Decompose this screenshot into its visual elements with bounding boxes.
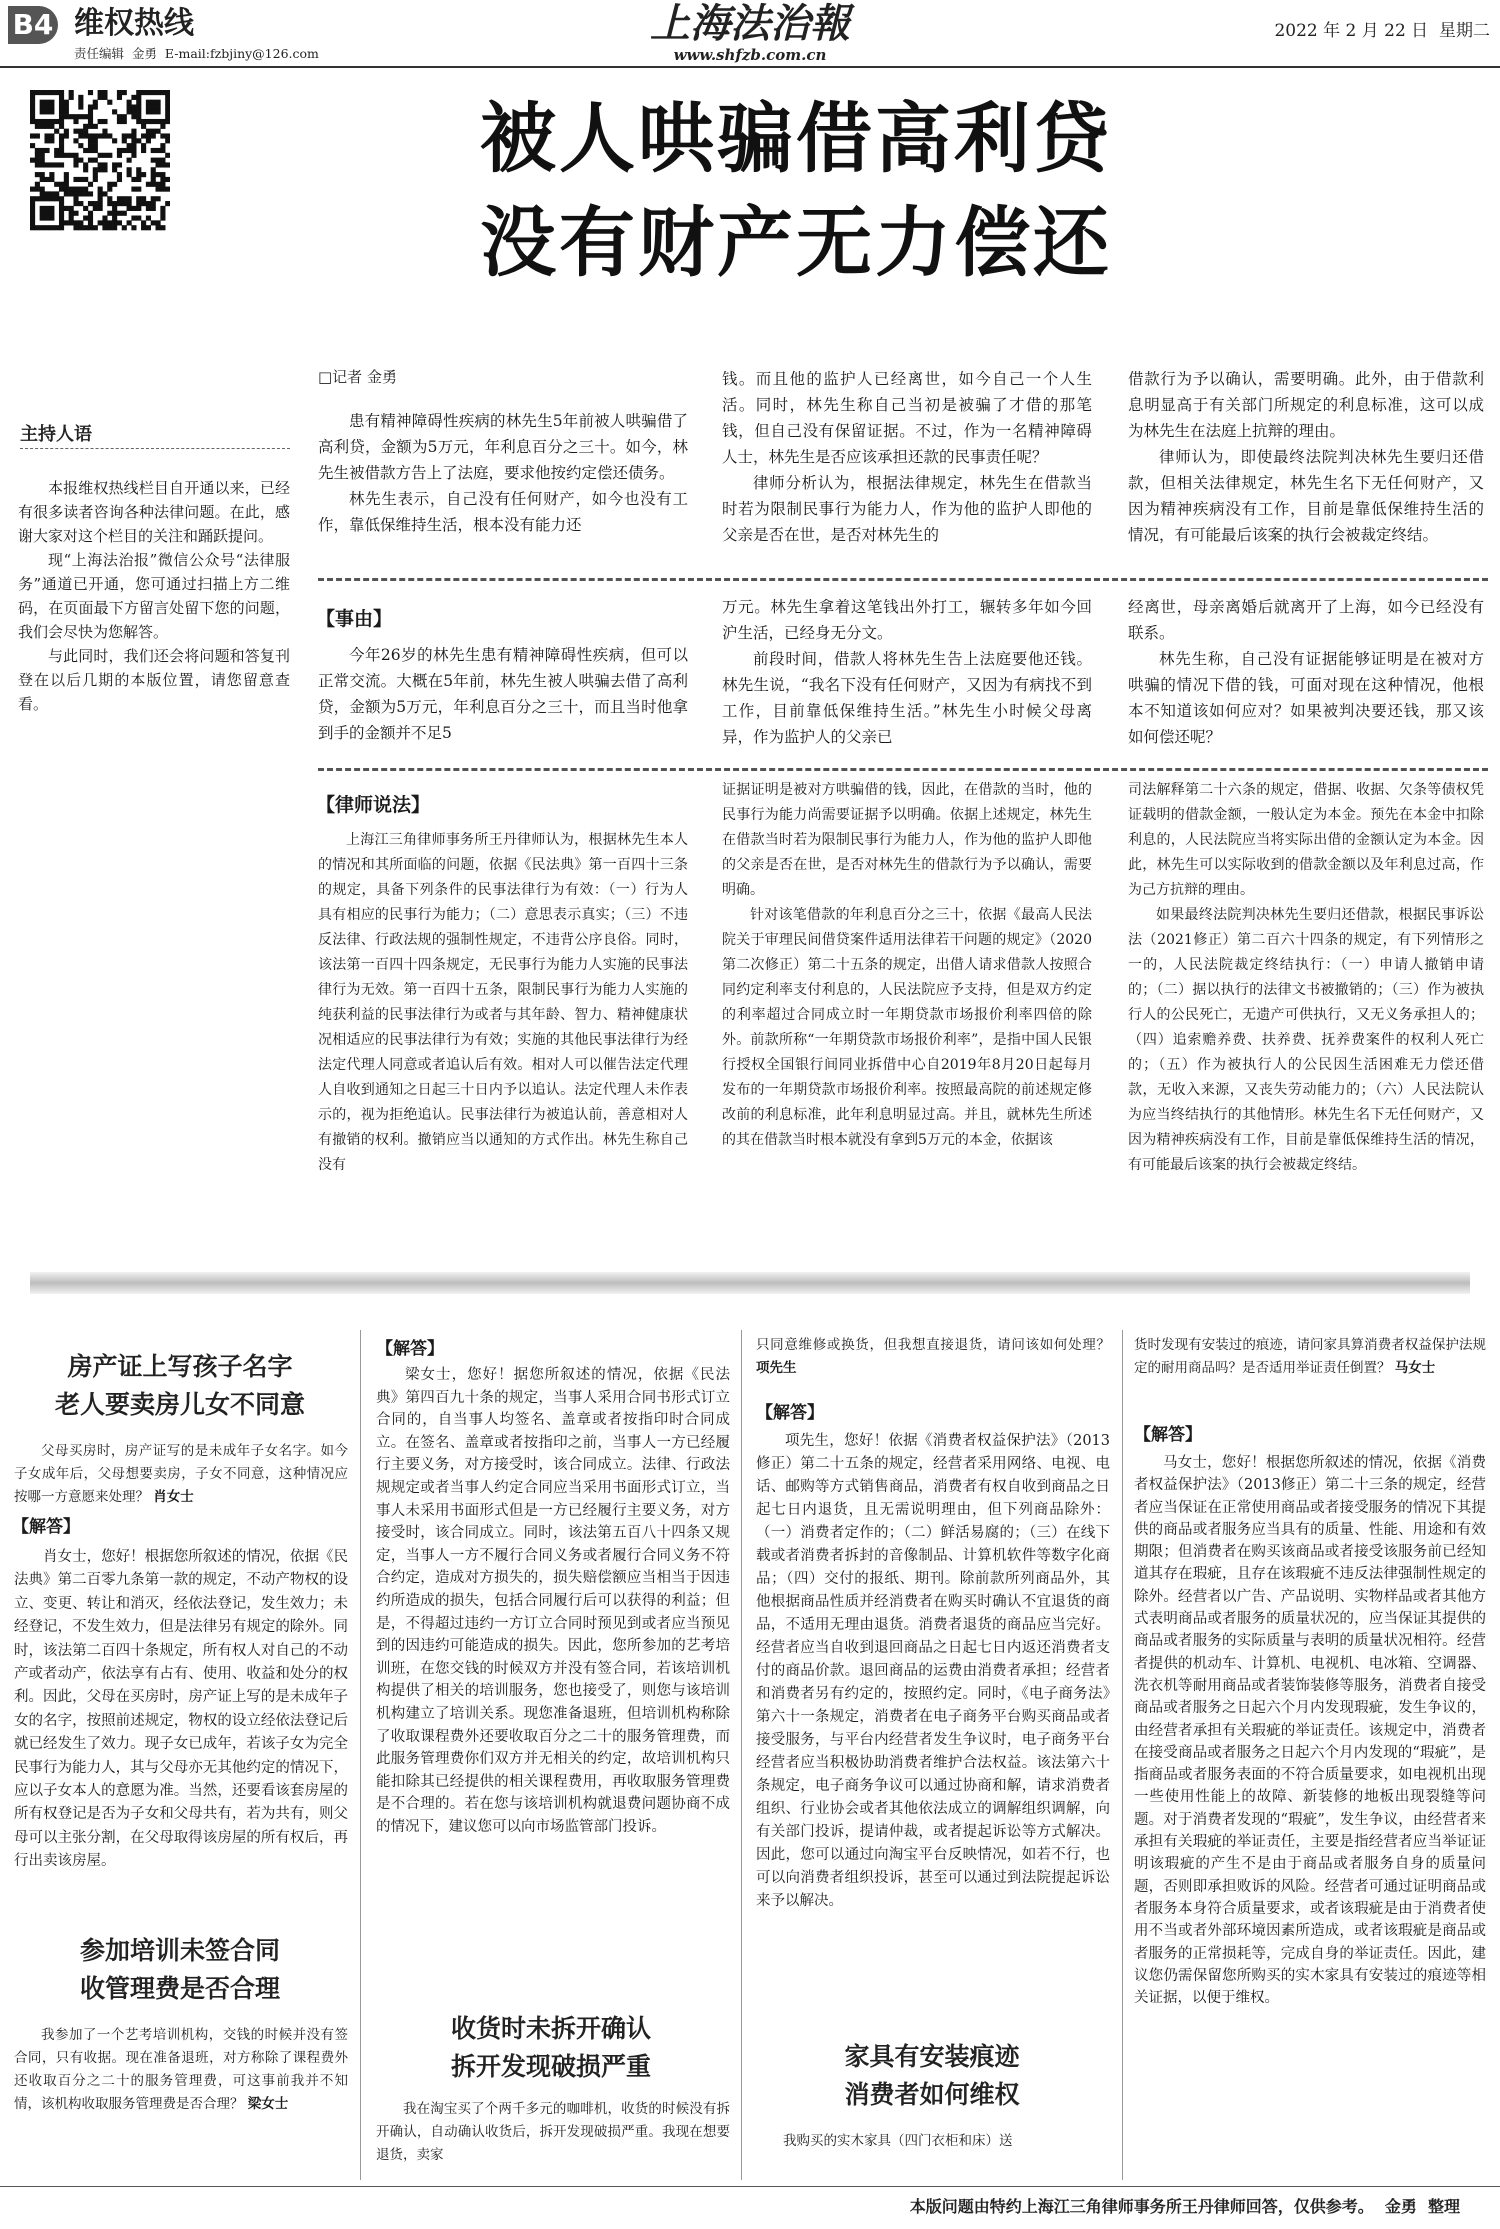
story-intro-col-2 xyxy=(722,366,1092,548)
lawyer-label: 【律师说法】 xyxy=(316,794,431,816)
qa1-title xyxy=(0,1348,360,1424)
cause-col-3 xyxy=(1128,594,1484,750)
lawyer-col-1 xyxy=(318,828,688,1178)
story-intro-col-3 xyxy=(1128,366,1484,548)
paragraph: 如果最终法院判决林先生要归还借款，根据民事诉讼法（2021修正）第二百六十四条的规定，有下列情形之一的，人民法院裁定终结执行：（一）申请人撤销申请的；（二）据以执行的法律文书被撤销的；（三）作为被执行人的公民死亡，无遗产可供执行，又无义务承担人的；（四）追索赡养费、扶养费、抚养费案件的权利人死亡的；（五）作为被执行人的公民因生活困难无力偿还借款，无收入来源，又丧失劳动能力的；（六）人民法院认为应当终结执行的其他情形。林先生名下无任何财产，又因为精神疾病没有工作，目前是靠低保维持生活的情况，有可能最后该案的执行会被裁定终结。 xyxy=(1128,907,1484,1173)
paragraph: 律师认为，即使最终法院判决林先生要归还借款，但相关法律规定，林先生名下无任何财产，又因为精神疾病没有工作，目前是靠低保维持生活的情况，有可能最后该案的执行会被裁定终结。 xyxy=(1128,448,1484,544)
qa1-question xyxy=(14,1440,348,1509)
answer-text: 肖女士，您好！根据您所叙述的情况，依据《民法典》第二百零九条第一款的规定，不动产物权的设立、变更、转让和消灭，经依法登记，发生效力；未经登记，不发生效力，但是法律另有规定的除外。同时，该法第二百四十条规定，所有权人对自己的不动产或者动产，依法享有占有、使用、收益和处分的权利。因此，父母在买房时，房产证上写的是未成年子女的名字，按照前述规定，物权的设立经依法登记后就已经发生了效力。现子女已成年，若该子女为完全民事行为能力人，其与父母亦无其他约定的情况下，应以子女本人的意愿为准。当然，还要看该套房屋的所有权登记是否为子女和父母共有，若为共有，则父母可以主张分割，在父母取得该房屋的所有权后，再行出卖该房屋。 xyxy=(14,1549,348,1870)
question-text: 只同意维修或换货，但我想直接退货，请问该如何处理？ xyxy=(756,1337,1110,1353)
qa3-title-line-2: 拆开发现破损严重 xyxy=(450,2052,651,2081)
byline: □记者 金勇 xyxy=(318,368,397,386)
host-note-p1: 本报维权热线栏目自开通以来，已经有很多读者咨询各种法律问题。在此，感谢大家对这个栏目的关注和踊跃提问。 xyxy=(18,479,290,545)
paragraph: 上海江三角律师事务所王丹律师认为，根据林先生本人的情况和其所面临的问题，依据《民法典》第一百四十三条的规定，具备下列条件的民事法律行为有效：（一）行为人具有相应的民事行为能力；（二）意思表示真实；（三）不违反法律、行政法规的强制性规定，不违背公序良俗。同时，该法第一百四十四条规定，无民事行为能力人实施的民事法律行为无效。第一百四十五条，限制民事行为能力人实施的纯获利益的民事法律行为或者与其年龄、智力、精神健康状况相适应的民事法律行为有效；实施的其他民事法律行为经法定代理人同意或者追认后有效。相对人可以催告法定代理人自收到通知之日起三十日内予以追认。法定代理人未作表示的，视为拒绝追认。民事法律行为被追认前，善意相对人有撤销的权利。撤销应当以通知的方式作出。林先生称自己没有 xyxy=(318,832,688,1173)
asker-name: 梁女士 xyxy=(247,2096,289,2112)
asker-name: 项先生 xyxy=(756,1360,797,1376)
qa4-question-start xyxy=(756,2130,1110,2153)
question-text: 我在淘宝买了个两千多元的咖啡机，收货的时候没有拆开确认，自动确认收货后，拆开发现破损严重。我现在想要退货，卖家 xyxy=(376,2101,730,2163)
host-note-title: 主持人语 xyxy=(20,424,92,445)
qa4-title xyxy=(742,2038,1122,2114)
asker-name: 肖女士 xyxy=(153,1489,194,1505)
website[interactable]: www.shfzb.com.cn xyxy=(673,46,827,64)
page-number-badge: B4 xyxy=(8,6,58,44)
question-text: 父母买房时，房产证写的是未成年子女名字。如今子女成年后，父母想要卖房，子女不同意，这种情况应按哪一方意愿来处理？ xyxy=(14,1443,348,1505)
cause-label: 【事由】 xyxy=(316,608,393,630)
answer-label: 【解答】 xyxy=(376,1339,444,1359)
header-rule xyxy=(0,66,1500,68)
cause-col-2 xyxy=(722,594,1092,750)
paragraph: 律师分析认为，根据法律规定，林先生在借款当时若为限制民事行为能力人，作为他的监护人即他的父亲是否在世，是否对林先生的 xyxy=(722,474,1092,544)
answer-text: 马女士，您好！根据您所叙述的情况，依据《消费者权益保护法》（2013修正）第二十三条的规定，经营者应当保证在正常使用商品或者接受服务的情况下其提供的商品或者服务应当具有的质量、性能、用途和有效期限；但消费者在购买该商品或者接受该服务前已经知道其存在瑕疵，且存在该瑕疵不违反法律强制性规定的除外。经营者以广告、产品说明、实物样品或者其他方式表明商品或者服务的质量状况的，应当保证其提供的商品或者服务的实际质量与表明的质量状况相符。经营者提供的机动车、计算机、电视机、电冰箱、空调器、洗衣机等耐用商品或者装饰装修等服务，消费者自接受商品或者服务之日起六个月内发现瑕疵，发生争议的，由经营者承担有关瑕疵的举证责任。该规定中，消费者在接受商品或者服务之日起六个月内发现的“瑕疵”，是指商品或者服务表面的不符合质量要求，如电视机出现一些使用性能上的故障、新装修的地板出现裂缝等问题。对于消费者发现的“瑕疵”，发生争议，由经营者来承担有关瑕疵的举证责任，主要是指经营者应当举证证明该瑕疵的产生不是由于商品或者服务自身的质量问题，否则即承担败诉的风险。经营者可通过证明商品或者服务本身符合质量要求，或者该瑕疵是由于消费者使用不当或者外部环境因素所造成，或者该瑕疵是商品或者服务的正常损耗等，完成自身的举证责任。因此，建议您仍需保留您所购买的实木家具有安装过的痕迹等相关证据，以便于维权。 xyxy=(1134,1455,1486,2007)
qa2-title xyxy=(0,1932,360,2008)
qa1-answer xyxy=(14,1546,348,1874)
qa2-title-line-2: 收管理费是否合理 xyxy=(79,1974,280,2003)
lawyer-col-2 xyxy=(722,778,1092,1153)
qa3-title-line-1: 收货时未拆开确认 xyxy=(450,2014,651,2043)
qa4-title-line-2: 消费者如何维权 xyxy=(844,2080,1020,2109)
host-note-body xyxy=(18,476,290,716)
qa2-title-line-1: 参加培训未签合同 xyxy=(79,1936,280,1965)
story-intro-col-1 xyxy=(318,408,688,538)
asker-name: 马女士 xyxy=(1394,1360,1436,1376)
qa3-question-end xyxy=(756,1334,1110,1380)
headline-line-2: 没有财产无力偿还 xyxy=(480,198,1112,287)
headline-line-1: 被人哄骗借高利贷 xyxy=(480,94,1112,183)
qa3-title xyxy=(361,2010,741,2086)
column-rule xyxy=(1122,1330,1123,2180)
paragraph: 今年26岁的林先生患有精神障碍性疾病，但可以正常交流。大概在5年前，林先生被人哄骗去借了高利贷，金额为5万元，年利息百分之三十，而且当时他拿到手的金额并不足5 xyxy=(318,646,688,742)
paragraph: 钱。而且他的监护人已经离世，如今自己一个人生活。同时，林先生称自己当初是被骗了才借的那笔钱，但自己没有保留证据。不过，作为一名精神障碍人士，林先生是否应该承担还款的民事责任呢？ xyxy=(722,370,1092,466)
qa2-question xyxy=(14,2024,348,2116)
qa4-question-end xyxy=(1134,1334,1486,1380)
section-band xyxy=(30,1272,1470,1294)
qa1-title-line-1: 房产证上写孩子名字 xyxy=(67,1352,293,1381)
answer-label: 【解答】 xyxy=(756,1403,824,1423)
answer-text: 项先生，您好！依据《消费者权益保护法》（2013修正）第二十五条的规定，经营者采用网络、电视、电话、邮购等方式销售商品，消费者有权自收到商品之日起七日内退货，且无需说明理由，但下列商品除外：（一）消费者定作的；（二）鲜活易腐的；（三）在线下载或者消费者拆封的音像制品、计算机软件等数字化商品；（四）交付的报纸、期刊。除前款所列商品外，其他根据商品性质并经消费者在购买时确认不宜退货的商品，不适用无理由退货。消费者退货的商品应当完好。经营者应当自收到退回商品之日起七日内返还消费者支付的商品价款。退回商品的运费由消费者承担；经营者和消费者另有约定的，按照约定。同时，《电子商务法》第六十一条规定，消费者在电子商务平台购买商品或者接受服务，与平台内经营者发生争议时，电子商务平台经营者应当积极协助消费者维护合法权益。该法第六十条规定，电子商务争议可以通过协商和解，请求消费者组织、行业协会或者其他依法成立的调解组织调解，向有关部门投诉，提请仲裁，或者提起诉讼等方式解决。因此，您可以通过向淘宝平台反映情况，如若不行，也可以向消费者组织投诉，甚至可以通过到法院提起诉讼来予以解决。 xyxy=(756,1433,1110,1909)
answer-text: 梁女士，您好！据您所叙述的情况，依据《民法典》第四百九十条的规定，当事人采用合同书形式订立合同的，自当事人均签名、盖章或者按指印时合同成立。在签名、盖章或者按指印之前，当事人一方已经履行主要义务，对方接受时，该合同成立。法律、行政法规规定或者当事人约定合同应当采用书面形式订立，当事人未采用书面形式但是一方已经履行主要义务，对方接受时，该合同成立。同时，该法第五百八十四条又规定，当事人一方不履行合同义务或者履行合同义务不符合约定，造成对方损失的，损失赔偿额应当相当于因违约所造成的损失，包括合同履行后可以获得的利益；但是，不得超过违约一方订立合同时预见到或者应当预见到的因违约可能造成的损失。因此，您所参加的艺考培训班，在您交钱的时候双方并没有签合同，若该培训机构提供了相关的培训服务，您也接受了，则您与该培训机构建立了培训关系。现您准备退班，但培训机构称除了收取课程费外还要收取百分之二十的服务管理费，而此服务管理费你们双方并无相关的约定，故培训机构只能扣除其已经提供的相关课程费用，再收取服务管理费是不合理的。若在您与该培训机构就退费问题协商不成的情况下，建议您可以向市场监管部门投诉。 xyxy=(376,1367,730,1835)
qa3-question-start xyxy=(376,2098,730,2167)
section-divider xyxy=(318,768,1488,771)
question-text: 货时发现有安装过的痕迹，请问家具算消费者权益保护法规定的耐用商品吗？是否适用举证责任倒置？ xyxy=(1134,1337,1486,1376)
paragraph: 万元。林先生拿着这笔钱出外打工，辗转多年如今回沪生活，已经身无分文。 xyxy=(722,598,1092,642)
qa1-title-line-2: 老人要卖房儿女不同意 xyxy=(54,1390,305,1419)
paragraph: 经离世，母亲离婚后就离开了上海，如今已经没有联系。 xyxy=(1128,598,1484,642)
paragraph: 针对该笔借款的年利息百分之三十，依据《最高人民法院关于审理民间借贷案件适用法律若干问题的规定》（2020第二次修正）第二十五条的规定，出借人请求借款人按照合同约定利率支付利息的，人民法院应予支持，但是双方约定的利率超过合同成立时一年期贷款市场报价利率四倍的除外。前款所称“一年期贷款市场报价利率”，是指中国人民银行授权全国银行间同业拆借中心自2019年8月20日起每月发布的一年期贷款市场报价利率。按照最高院的前述规定修改前的利息标准，此年利息明显过高。并且，就林先生所述的其在借款当时根本就没有拿到5万元的本金，依据该 xyxy=(722,907,1092,1148)
answer-label: 【解答】 xyxy=(12,1517,80,1537)
host-note-p2: 现“上海法治报”微信公众号“法律服务”通道已开通，您可通过扫描上方二维码，在页面最下方留言处留下您的问题，我们会尽快为您解答。 xyxy=(18,551,290,641)
section-title: 维权热线 xyxy=(74,6,194,41)
host-note-p3: 与此同时，我们还会将问题和答复刊登在以后几期的本版位置，请您留意查看。 xyxy=(18,647,290,713)
qa2-answer xyxy=(376,1364,730,1838)
qa3-answer xyxy=(756,1430,1110,1913)
qa4-answer xyxy=(1134,1452,1486,2009)
cause-col-1 xyxy=(318,642,688,746)
qr-code[interactable] xyxy=(30,90,170,235)
footer-rule xyxy=(0,2186,1500,2187)
answer-label: 【解答】 xyxy=(1134,1425,1202,1445)
paragraph: 前段时间，借款人将林先生告上法庭要他还钱。林先生说，“我名下没有任何财产，又因为有病找不到工作，目前靠低保维持生活。”林先生小时候父母离异，作为监护人的父亲已 xyxy=(722,650,1092,746)
question-text: 我购买的实木家具（四门衣柜和床）送 xyxy=(783,2133,1013,2149)
issue-date: 2022 年 2 月 22 日 星期二 xyxy=(1274,21,1490,41)
paragraph: 林先生表示，自己没有任何财产，如今也没有工作，靠低保维持生活，根本没有能力还 xyxy=(318,490,688,534)
paragraph: 证据证明是被对方哄骗借的钱，因此，在借款的当时，他的民事行为能力尚需要证据予以明确。依据上述规定，林先生在借款当时若为限制民事行为能力人，作为他的监护人即他的父亲是否在世，是否对林先生的借款行为予以确认，需要明确。 xyxy=(722,782,1092,898)
section-divider xyxy=(318,578,1488,581)
qa4-title-line-1: 家具有安装痕迹 xyxy=(844,2042,1020,2071)
lawyer-col-3 xyxy=(1128,778,1484,1178)
paragraph: 林先生称，自己没有证据能够证明是在被对方哄骗的情况下借的钱，可面对现在这种情况，他根本不知道该如何应对？如果被判决要还钱，那又该如何偿还呢？ xyxy=(1128,650,1484,746)
paragraph: 借款行为予以确认，需要明确。此外，由于借款利息明显高于有关部门所规定的利息标准，这可以成为林先生在法庭上抗辩的理由。 xyxy=(1128,370,1484,440)
paragraph: 患有精神障碍性疾病的林先生5年前被人哄骗借了高利贷，金额为5万元，年利息百分之三十。如今，林先生被借款方告上了法庭，要求他按约定偿还债务。 xyxy=(318,412,688,482)
paragraph: 司法解释第二十六条的规定，借据、收据、欠条等债权凭证载明的借款金额，一般认定为本金。预先在本金中扣除利息的，人民法院应当将实际出借的金额认定为本金。因此，林先生可以实际收到的借款金额以及年利息过高，作为己方抗辩的理由。 xyxy=(1128,782,1484,898)
editor-line: 责任编辑 金勇 E-mail:fzbjiny@126.com xyxy=(74,46,319,61)
masthead: 上海法治報 xyxy=(650,0,850,47)
question-text: 我参加了一个艺考培训机构，交钱的时候并没有签合同，只有收据。现在准备退班，对方称除了课程费外还收取百分之二十的服务管理费，可这事前我并不知情，该机构收取服务管理费是否合理？ xyxy=(14,2027,348,2112)
footer-note: 本版问题由特约上海江三角律师事务所王丹律师回答，仅供参考。 金勇 整理 xyxy=(909,2197,1460,2216)
host-note-rule xyxy=(20,448,290,449)
